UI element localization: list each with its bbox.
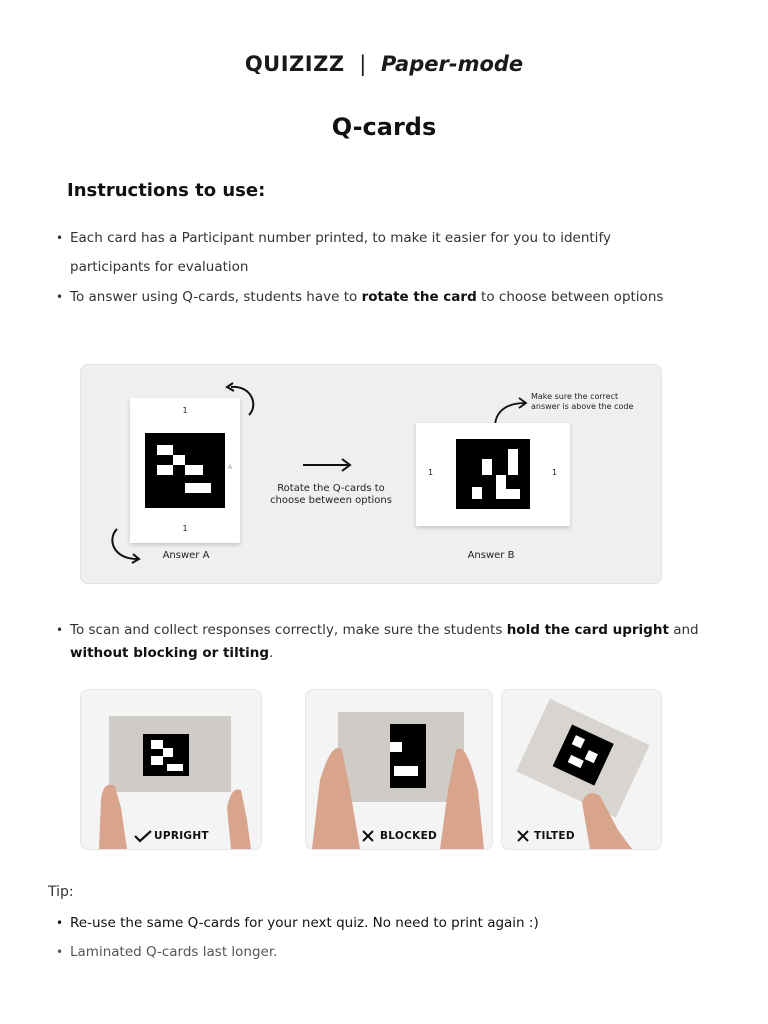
page-title: Q-cards [331,113,437,141]
qcard-answer-b [416,423,570,526]
orientation-note [531,392,641,412]
instruction-bullet-1 [56,224,710,282]
tip-item-1 [56,909,730,938]
rotate-arrow-icon [103,525,143,565]
note-line-2: answer is above the code [531,402,634,411]
arrow-right-icon [303,457,353,473]
card-a-number-top: 1 [182,406,188,415]
rotation-diagram [80,364,662,584]
rotate-caption [261,483,401,507]
card-b-left-number: 1 [428,468,434,477]
tip-heading: Tip: [48,884,74,900]
tilted-illustration [502,690,661,849]
photo-blocked [305,689,493,850]
bullet-dot: • [56,623,64,637]
photo-tilted [501,689,662,850]
logo-separator: | [359,52,367,76]
scan-text: To scan and collect responses correctly, make sure the students [70,622,503,638]
qr-code-a [145,433,225,508]
card-a-side-mark: A [228,464,233,471]
bullet-2-bold: rotate the card [361,289,477,305]
bullet-1-line-2: participants for evaluation [70,259,249,275]
answer-a-label: Answer A [162,550,210,561]
bullet-dot: • [56,916,64,930]
scan-and: and [673,622,699,638]
answer-b-label: Answer B [467,550,515,561]
bullet-1-line-1: Each card has a Participant number printed, to make it easier for you to identify [70,230,611,246]
photo-upright [80,689,262,850]
instructions-heading: Instructions to use: [67,180,266,201]
rotate-caption-line-2: choose between options [270,495,392,506]
photo-label-tilted: TILTED [534,830,575,842]
blocked-illustration [306,690,492,849]
tip-item-1-text: Re-use the same Q-cards for your next quiz. No need to print again :) [70,915,539,931]
mode-label: Paper-mode [381,52,524,76]
bullet-2-text: To answer using Q-cards, students have to [70,289,358,305]
photo-label-upright: UPRIGHT [154,830,209,842]
photo-label-blocked: BLOCKED [380,830,438,842]
bullet-dot: • [56,231,64,245]
scan-bold-blocking: without blocking or tilting [70,645,270,661]
instruction-bullet-2 [56,283,730,312]
cross-icon [361,829,375,843]
bullet-2-text-end: to choose between options [481,289,664,305]
scan-period: . [269,645,274,661]
card-b-right-number: 1 [552,468,558,477]
rotate-caption-line-1: Rotate the Q-cards to [277,483,385,494]
upright-illustration [81,690,261,849]
card-a-number-bottom: 1 [182,524,188,533]
bullet-dot: • [56,290,64,304]
qr-code-b [456,439,530,509]
bullet-dot: • [56,945,64,959]
scan-bold-upright: hold the card upright [506,622,669,638]
tip-item-2 [56,938,730,967]
cross-icon [516,829,530,843]
check-icon [133,829,153,843]
rotate-arrow-icon [221,381,261,421]
note-line-1: Make sure the correct [531,392,619,401]
header-logo [0,52,768,76]
scan-instruction [56,619,730,665]
tip-item-2-text: Laminated Q-cards last longer. [70,944,278,960]
brand-logo: QUIZIZZ [244,52,345,76]
